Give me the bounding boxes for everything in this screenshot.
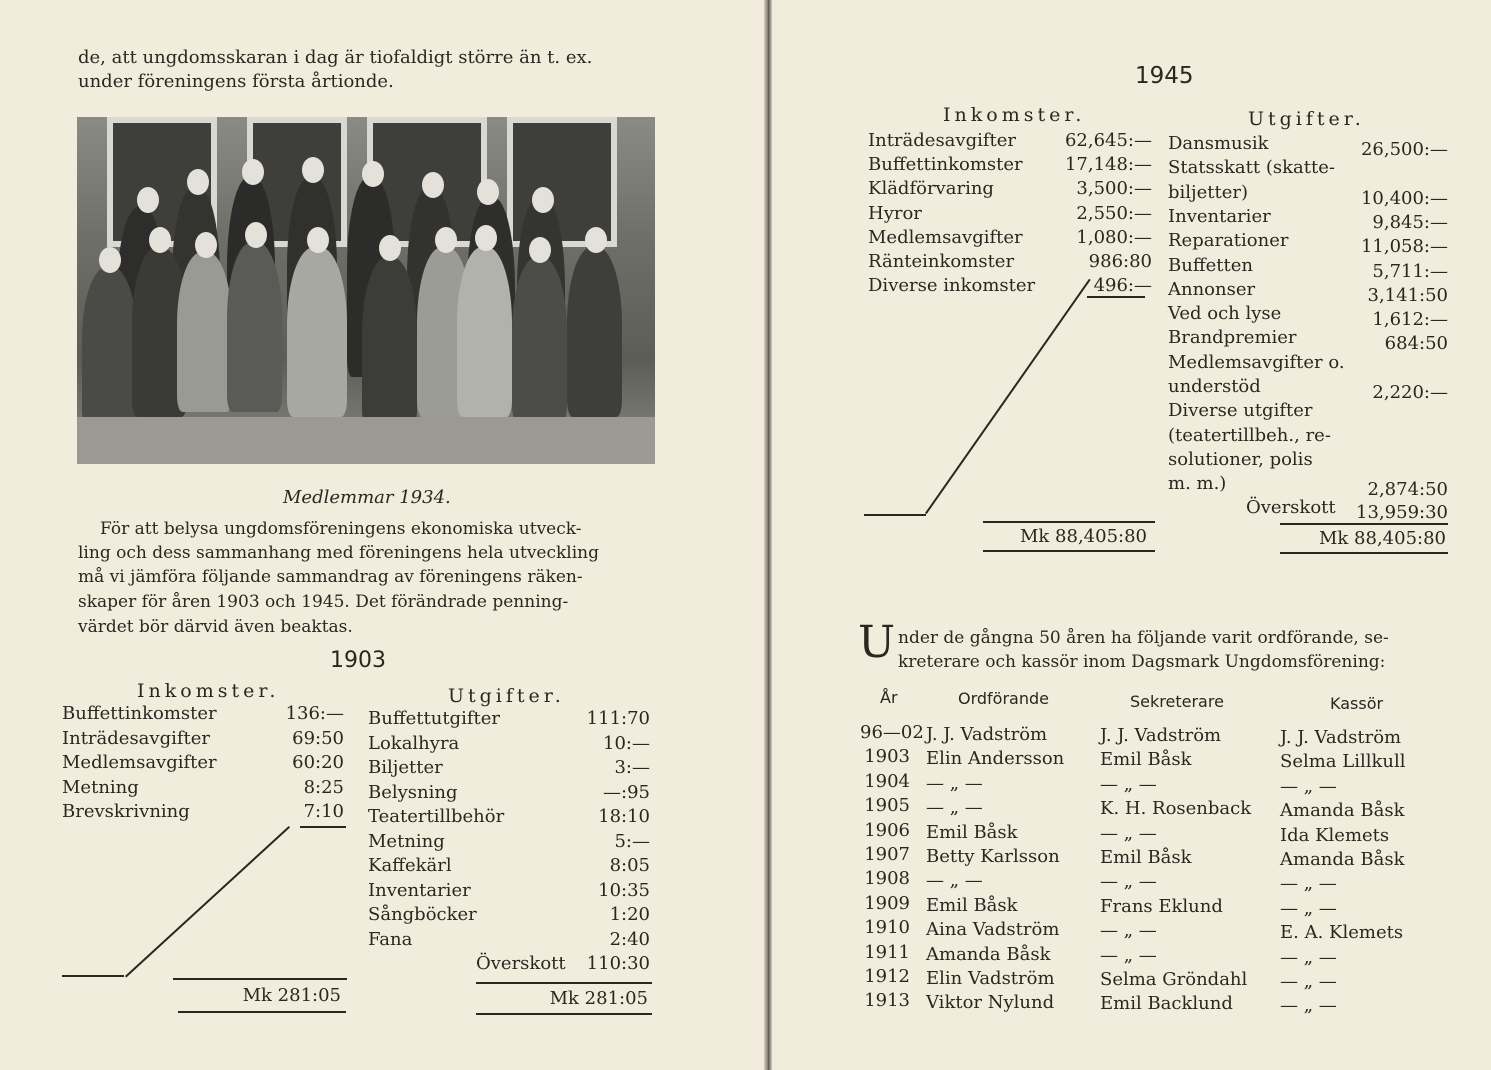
expense-total-rule-1945 (1280, 523, 1448, 525)
income-double-rule-1945 (983, 550, 1155, 552)
officer-treasurer: Amanda Båsk (1280, 800, 1405, 822)
income-subtotal-rule-1903 (300, 826, 346, 828)
expense-double-rule-1903 (476, 1013, 652, 1015)
officer-chair: — „ — (926, 870, 983, 892)
expense-value: 8:05 (609, 855, 650, 876)
expense-label: Medlemsavgifter o. (1168, 351, 1345, 373)
expense-value: 18:10 (598, 806, 650, 827)
expense-label: (teatertillbeh., re- (1168, 424, 1331, 446)
expense-label: Belysning (368, 781, 458, 803)
income-total-rule-1903 (173, 978, 347, 980)
officer-chair: Elin Vadström (926, 968, 1055, 989)
income-total-rule-1945 (983, 521, 1155, 523)
expense-label: Dansmusik (1168, 133, 1269, 154)
expense-value: 2,874:50 (1367, 479, 1448, 501)
officer-year: 1911 (864, 941, 910, 963)
officer-year: 1905 (864, 795, 910, 817)
income-label: Buffettinkomster (62, 703, 217, 724)
officer-secretary: Emil Båsk (1100, 749, 1192, 771)
expense-label: Reparationer (1168, 230, 1289, 252)
officer-treasurer: — „ — (1280, 775, 1337, 797)
expense-value: —:95 (603, 781, 650, 803)
expense-label: understöd (1168, 376, 1261, 397)
income-value: 8:25 (303, 776, 344, 798)
year-heading-1903: 1903 (330, 648, 386, 673)
expense-label: Inventarier (1168, 205, 1271, 227)
expense-value: 1,612:— (1372, 309, 1448, 331)
group-photo (77, 117, 655, 464)
officer-treasurer: Amanda Båsk (1280, 849, 1405, 870)
expense-value: 3,141:50 (1367, 284, 1448, 306)
expense-value: 10:35 (598, 879, 650, 901)
paragraph-line-3: må vi jämföra följande sammandrag av föreningens räken- (78, 567, 583, 587)
officer-year: 1910 (864, 917, 910, 939)
income-header-1945: Inkomster. (943, 104, 1086, 126)
paragraph-line-5: värdet bör därvid även beaktas. (78, 617, 353, 637)
expense-value: 2:40 (609, 928, 650, 950)
photo-caption: Medlemmar 1934. (283, 487, 451, 508)
officer-treasurer: E. A. Klemets (1280, 922, 1404, 944)
officers-intro-line-1: nder de gångna 50 åren ha följande varit ordförande, se- (898, 628, 1389, 648)
officer-treasurer: — „ — (1280, 946, 1337, 968)
officer-year: 96—02 (860, 722, 924, 743)
expense-value: 9,845:— (1372, 211, 1448, 233)
expense-value: 1:20 (609, 904, 650, 925)
expense-total-rule-1903 (476, 982, 652, 984)
officer-chair: Viktor Nylund (926, 992, 1055, 1014)
expense-header-1903: Utgifter. (448, 685, 565, 707)
income-label: Diverse inkomster (868, 275, 1036, 297)
income-value: 496:— (1093, 275, 1152, 297)
expense-value: 2,220:— (1372, 382, 1448, 403)
income-value: 17,148:— (1064, 154, 1152, 176)
expense-header-1945: Utgifter. (1248, 108, 1365, 130)
income-label: Medlemsavgifter (62, 752, 217, 773)
expense-value: 110:30 (586, 953, 650, 974)
expense-label: Annonser (1168, 278, 1256, 300)
expense-label: Brandpremier (1168, 327, 1297, 349)
officer-treasurer: — „ — (1280, 873, 1337, 895)
expense-total-1903: Mk 281:05 (549, 988, 648, 1009)
income-label: Inträdesavgifter (62, 727, 211, 749)
officer-treasurer: — „ — (1280, 897, 1337, 919)
officer-secretary: K. H. Rosenback (1100, 798, 1252, 820)
expense-value: 26,500:— (1360, 139, 1448, 160)
officer-chair: Elin Andersson (926, 748, 1065, 770)
officer-chair: — „ — (926, 797, 983, 819)
expense-value: 111:70 (586, 708, 650, 729)
paragraph-line-4: skaper för åren 1903 och 1945. Det förändrade penning- (78, 592, 569, 612)
income-value: 2,550:— (1076, 202, 1152, 224)
baseline-rule-1945 (864, 514, 926, 516)
expense-double-rule-1945 (1280, 552, 1448, 554)
income-value: 62,645:— (1064, 130, 1152, 151)
officer-year: 1913 (864, 990, 910, 1012)
baseline-rule-1903 (62, 975, 124, 977)
officer-year: 1904 (864, 770, 910, 792)
surplus-label-1945: Överskott (1246, 497, 1336, 518)
officer-chair: Amanda Båsk (926, 943, 1051, 965)
income-value: 69:50 (292, 727, 344, 749)
expense-value: 3:— (614, 757, 650, 778)
income-label: Buffettinkomster (868, 154, 1023, 176)
officer-year: 1907 (864, 844, 910, 865)
officer-chair: Emil Båsk (926, 821, 1018, 843)
officer-secretary: — „ — (1100, 822, 1157, 844)
expense-total-1945: Mk 88,405:80 (1318, 528, 1446, 549)
expense-label: Fana (368, 928, 413, 950)
paragraph-line-1: För att belysa ungdomsföreningens ekonomiska utveck- (100, 519, 582, 539)
income-value: 60:20 (292, 752, 344, 773)
officer-treasurer: Selma Lillkull (1280, 751, 1406, 773)
officer-chair: J. J. Vadström (926, 724, 1048, 745)
expense-label: biljetter) (1168, 181, 1249, 203)
income-label: Metning (62, 776, 139, 798)
expense-label: Biljetter (368, 757, 443, 778)
officer-secretary: Frans Eklund (1100, 895, 1223, 917)
expense-label: Inventarier (368, 879, 471, 901)
officers-intro-line-2: kreterare och kassör inom Dagsmark Ungdomsförening: (898, 652, 1386, 672)
expense-value: 10:— (603, 732, 650, 754)
income-label: Brevskrivning (62, 801, 190, 822)
expense-label: Statsskatt (skatte- (1168, 157, 1335, 179)
officer-chair: Aina Vadström (926, 919, 1060, 941)
expense-label: Diverse utgifter (1168, 400, 1313, 422)
expense-label: Teatertillbehör (368, 806, 505, 827)
officer-secretary: Emil Båsk (1100, 847, 1192, 868)
intro-line-2: under föreningens första årtionde. (78, 71, 394, 92)
expense-value: 5:— (614, 830, 650, 852)
income-total-1945: Mk 88,405:80 (1019, 526, 1147, 547)
income-value: 7:10 (303, 801, 344, 822)
income-value: 986:80 (1088, 251, 1152, 272)
officer-year: 1903 (864, 746, 910, 768)
income-label: Ränteinkomster (868, 251, 1015, 272)
expense-label: Buffettutgifter (368, 708, 500, 729)
officer-chair: Betty Karlsson (926, 846, 1060, 867)
year-heading-1945: 1945 (1135, 63, 1194, 89)
expense-label: Metning (368, 830, 445, 852)
income-total-1903: Mk 281:05 (242, 985, 341, 1006)
expense-value: 10,400:— (1360, 187, 1448, 209)
income-header-1903: Inkomster. (137, 680, 280, 702)
income-value: 136:— (285, 703, 344, 724)
officer-treasurer: Ida Klemets (1280, 824, 1390, 846)
expense-label: Överskott (476, 953, 566, 974)
income-subtotal-rule-1945 (1087, 296, 1145, 298)
expense-value: 684:50 (1384, 333, 1448, 355)
officer-secretary: Selma Gröndahl (1100, 969, 1248, 990)
income-label: Inträdesavgifter (868, 130, 1017, 151)
expense-label: solutioner, polis (1168, 448, 1313, 470)
officer-secretary: — „ — (1100, 773, 1157, 795)
officer-year: 1906 (864, 819, 910, 841)
book-gutter (764, 0, 772, 1070)
expense-value: 5,711:— (1372, 260, 1448, 282)
expense-label: Lokalhyra (368, 732, 460, 754)
drop-cap: U (858, 617, 896, 668)
officer-chair: — „ — (926, 772, 983, 794)
expense-value: 11,058:— (1360, 236, 1448, 258)
income-label: Hyror (868, 202, 922, 224)
income-label: Klädförvaring (868, 178, 994, 200)
expense-label: Buffetten (1168, 254, 1253, 276)
officer-year: 1908 (864, 868, 910, 890)
officer-treasurer: J. J. Vadström (1280, 727, 1402, 748)
col-header-chair: Ordförande (958, 689, 1049, 708)
officer-year: 1912 (864, 966, 910, 987)
officer-treasurer: — „ — (1280, 971, 1337, 992)
col-header-year: År (880, 688, 898, 707)
paragraph-line-2: ling och dess sammanhang med föreningens hela utveckling (78, 543, 600, 563)
col-header-treasurer: Kassör (1330, 694, 1384, 713)
officer-secretary: J. J. Vadström (1100, 725, 1222, 746)
intro-line-1: de, att ungdomsskaran i dag är tiofaldigt större än t. ex. (78, 47, 593, 68)
col-header-secretary: Sekreterare (1130, 692, 1224, 711)
income-double-rule-1903 (178, 1011, 346, 1013)
income-label: Medlemsavgifter (868, 226, 1023, 248)
expense-label: Kaffekärl (368, 855, 452, 876)
expense-label: m. m.) (1168, 473, 1227, 495)
expense-label: Sångböcker (368, 904, 477, 925)
income-value: 1,080:— (1076, 226, 1152, 248)
officer-year: 1909 (864, 892, 910, 914)
officer-secretary: — „ — (1100, 871, 1157, 893)
officer-secretary: — „ — (1100, 920, 1157, 942)
officer-treasurer: — „ — (1280, 995, 1337, 1017)
surplus-value-1945: 13,959:30 (1356, 502, 1448, 523)
officer-chair: Emil Båsk (926, 894, 1018, 916)
expense-label: Ved och lyse (1168, 303, 1282, 325)
income-value: 3,500:— (1076, 178, 1152, 200)
officer-secretary: — „ — (1100, 944, 1157, 966)
officer-secretary: Emil Backlund (1100, 993, 1233, 1015)
